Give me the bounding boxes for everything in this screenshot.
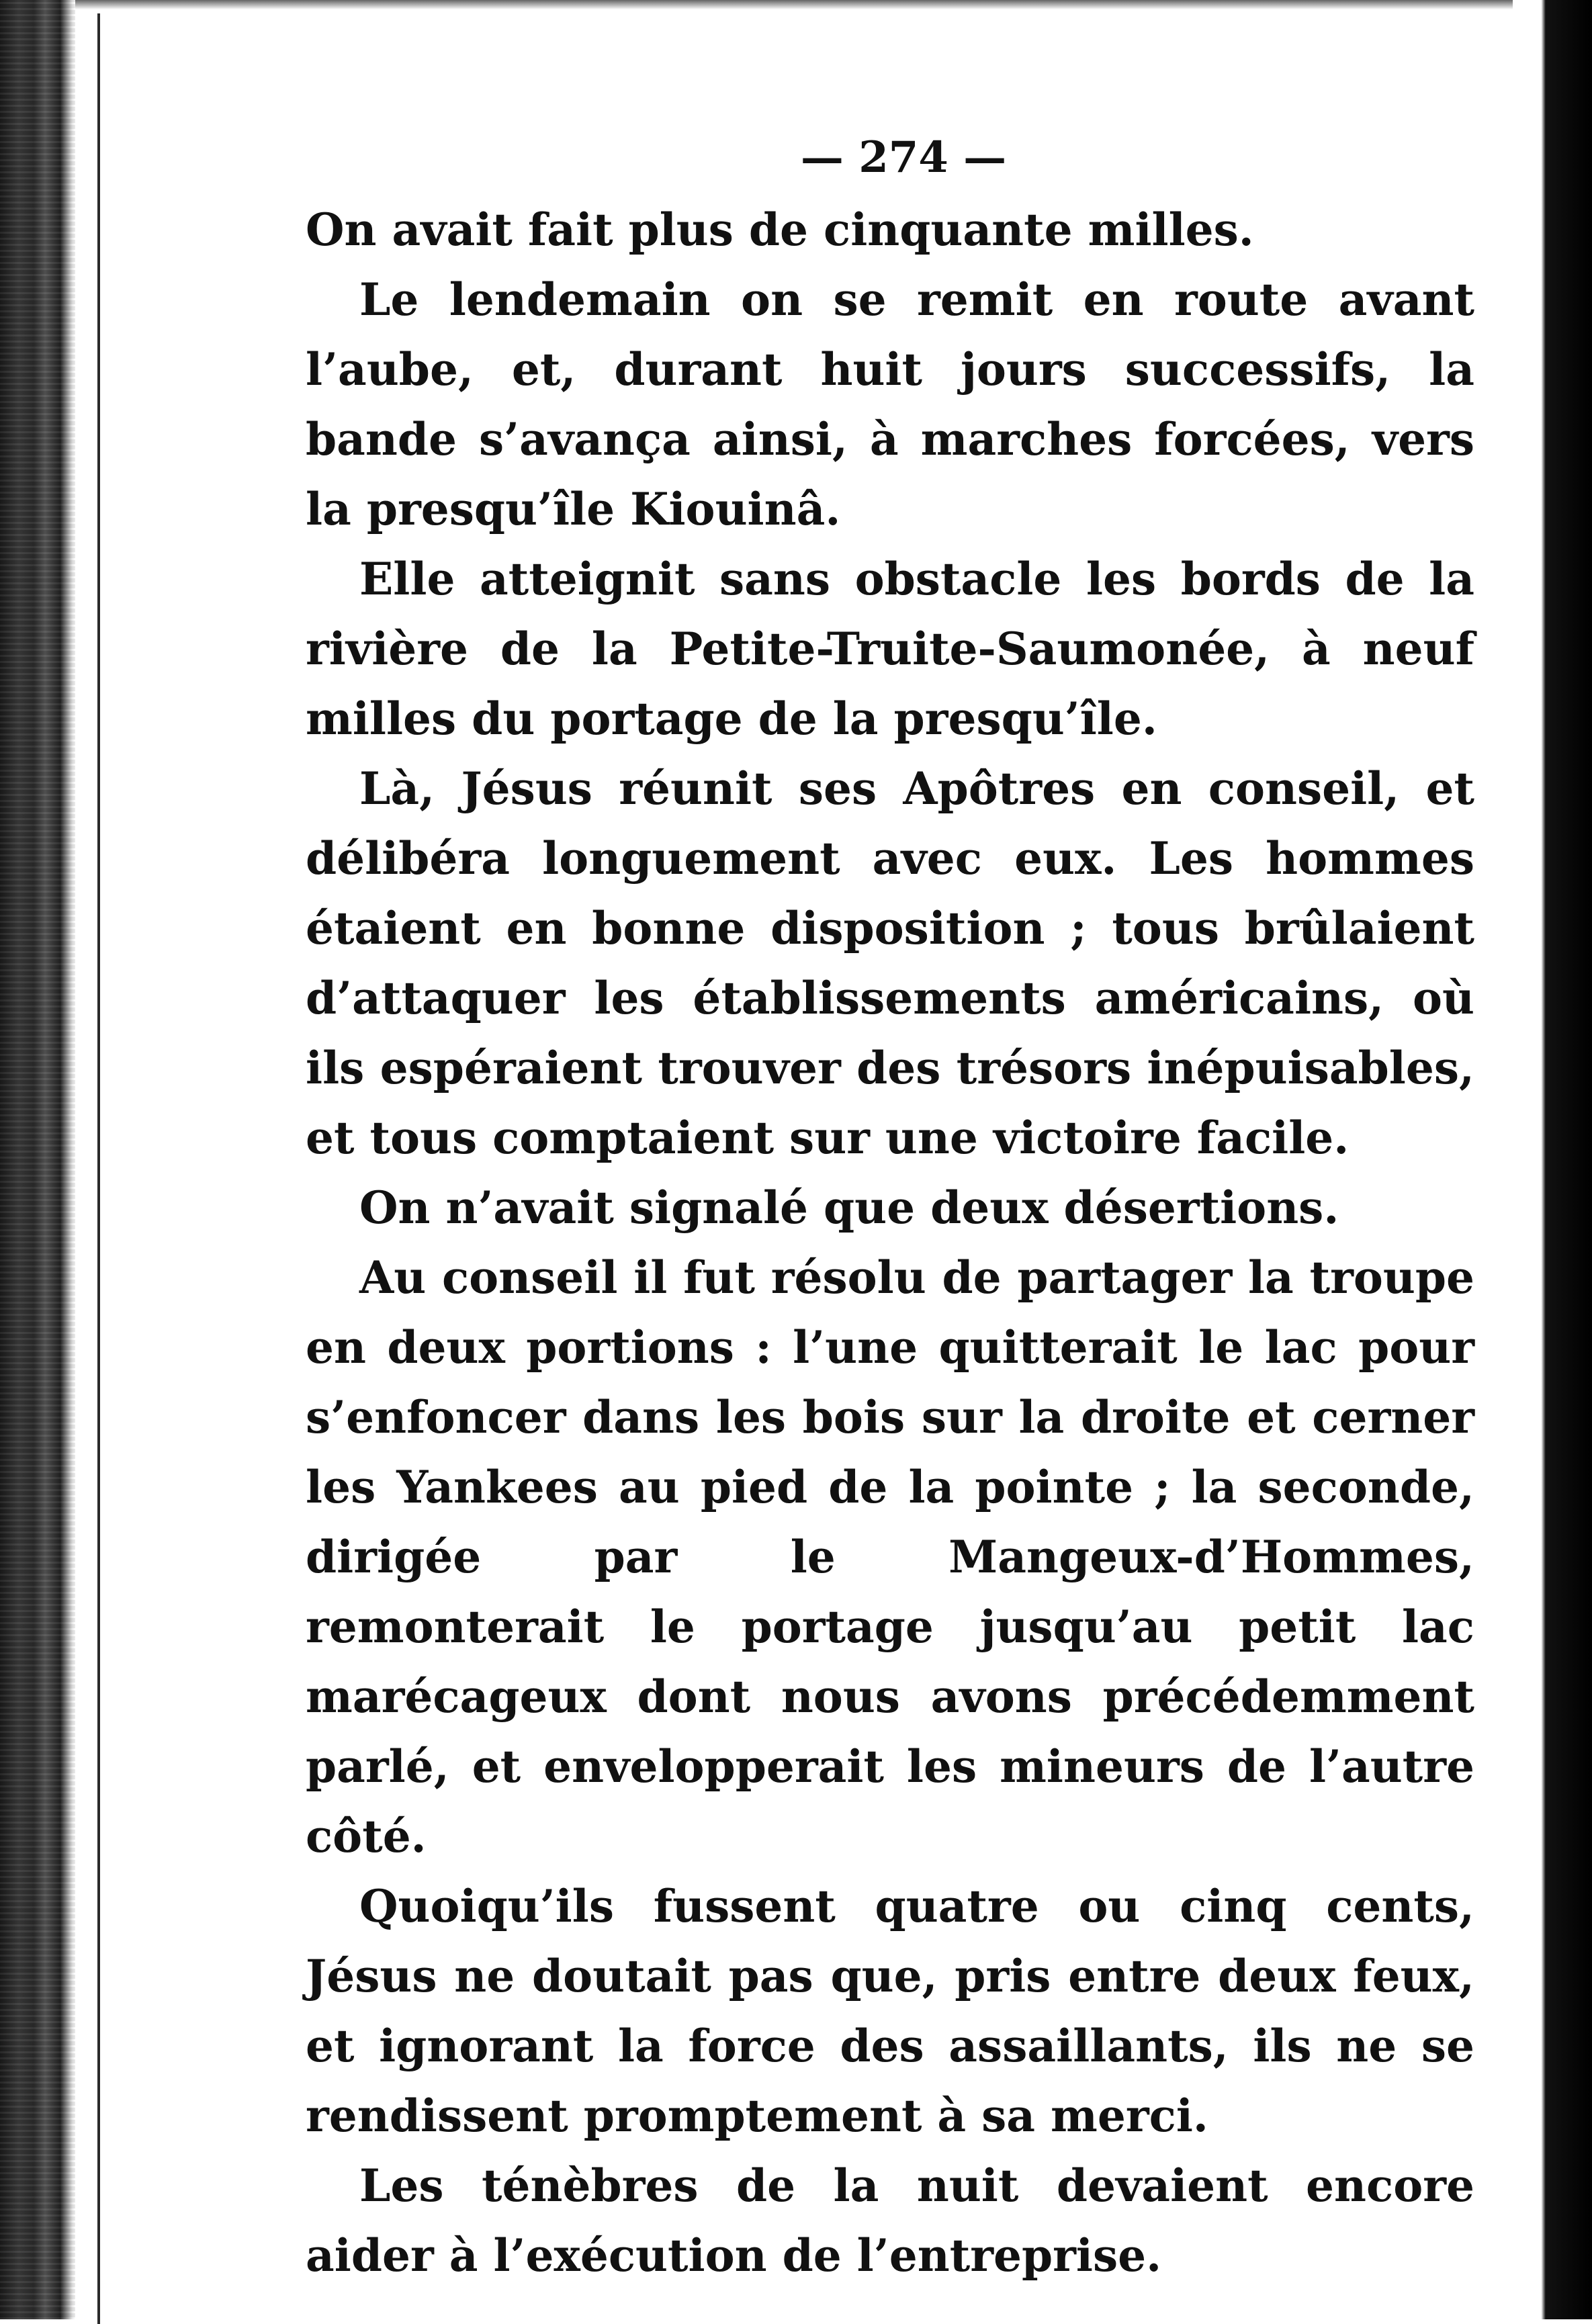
page-text [306, 195, 1474, 2290]
book-binding-left [0, 0, 75, 2319]
page-number: — 274 — [800, 132, 1007, 183]
paragraph: Les ténèbres de la nuit devaient encore aider à l’exécution de l’entreprise. [306, 2159, 1474, 2282]
paragraph: Au conseil il fut résolu de partager la troupe en deux portions : l’une quitterait le lac pour s’enfoncer dans les bois sur la droite et cerner les Yankees au pied de la pointe ; la seconde, dirigée par le Mangeux-d’Hommes, remonterait le portage jusqu’au petit lac marécageux dont nous avons précédemment parlé, et envelopperait les mineurs de l’autre côté. [306, 1251, 1474, 1863]
page-edge-line [97, 13, 100, 2324]
book-page [306, 121, 1474, 2290]
paragraph: Quoiqu’ils fussent quatre ou cinq cents, Jésus ne doutait pas que, pris entre deux feux, et ignorant la force des assaillants, ils ne se rendissent promptement à sa merci. [306, 1880, 1474, 2142]
book-binding-right [1519, 0, 1592, 2319]
paragraph: Là, Jésus réunit ses Apôtres en conseil, et délibéra longuement avec eux. Les hommes étaient en bonne disposition ; tous brûlaient d’attaquer les établissements américains, où ils espéraient trouver des trésors inépuisables, et tous comptaient sur une victoire facile. [306, 762, 1474, 1164]
paragraph: Elle atteignit sans obstacle les bords de la rivière de la Petite-Truite-Saumonée, à neuf milles du portage de la presqu’île. [306, 553, 1474, 745]
page-top-edge [75, 0, 1513, 9]
paragraph: On n’avait signalé que deux désertions. [359, 1181, 1339, 1234]
paragraph: Le lendemain on se remit en route avant l’aube, et, durant huit jours successifs, la bande s’avança ainsi, à marches forcées, vers la presqu’île Kiouinâ. [306, 273, 1474, 535]
paragraph: On avait fait plus de cinquante milles. [306, 204, 1254, 256]
